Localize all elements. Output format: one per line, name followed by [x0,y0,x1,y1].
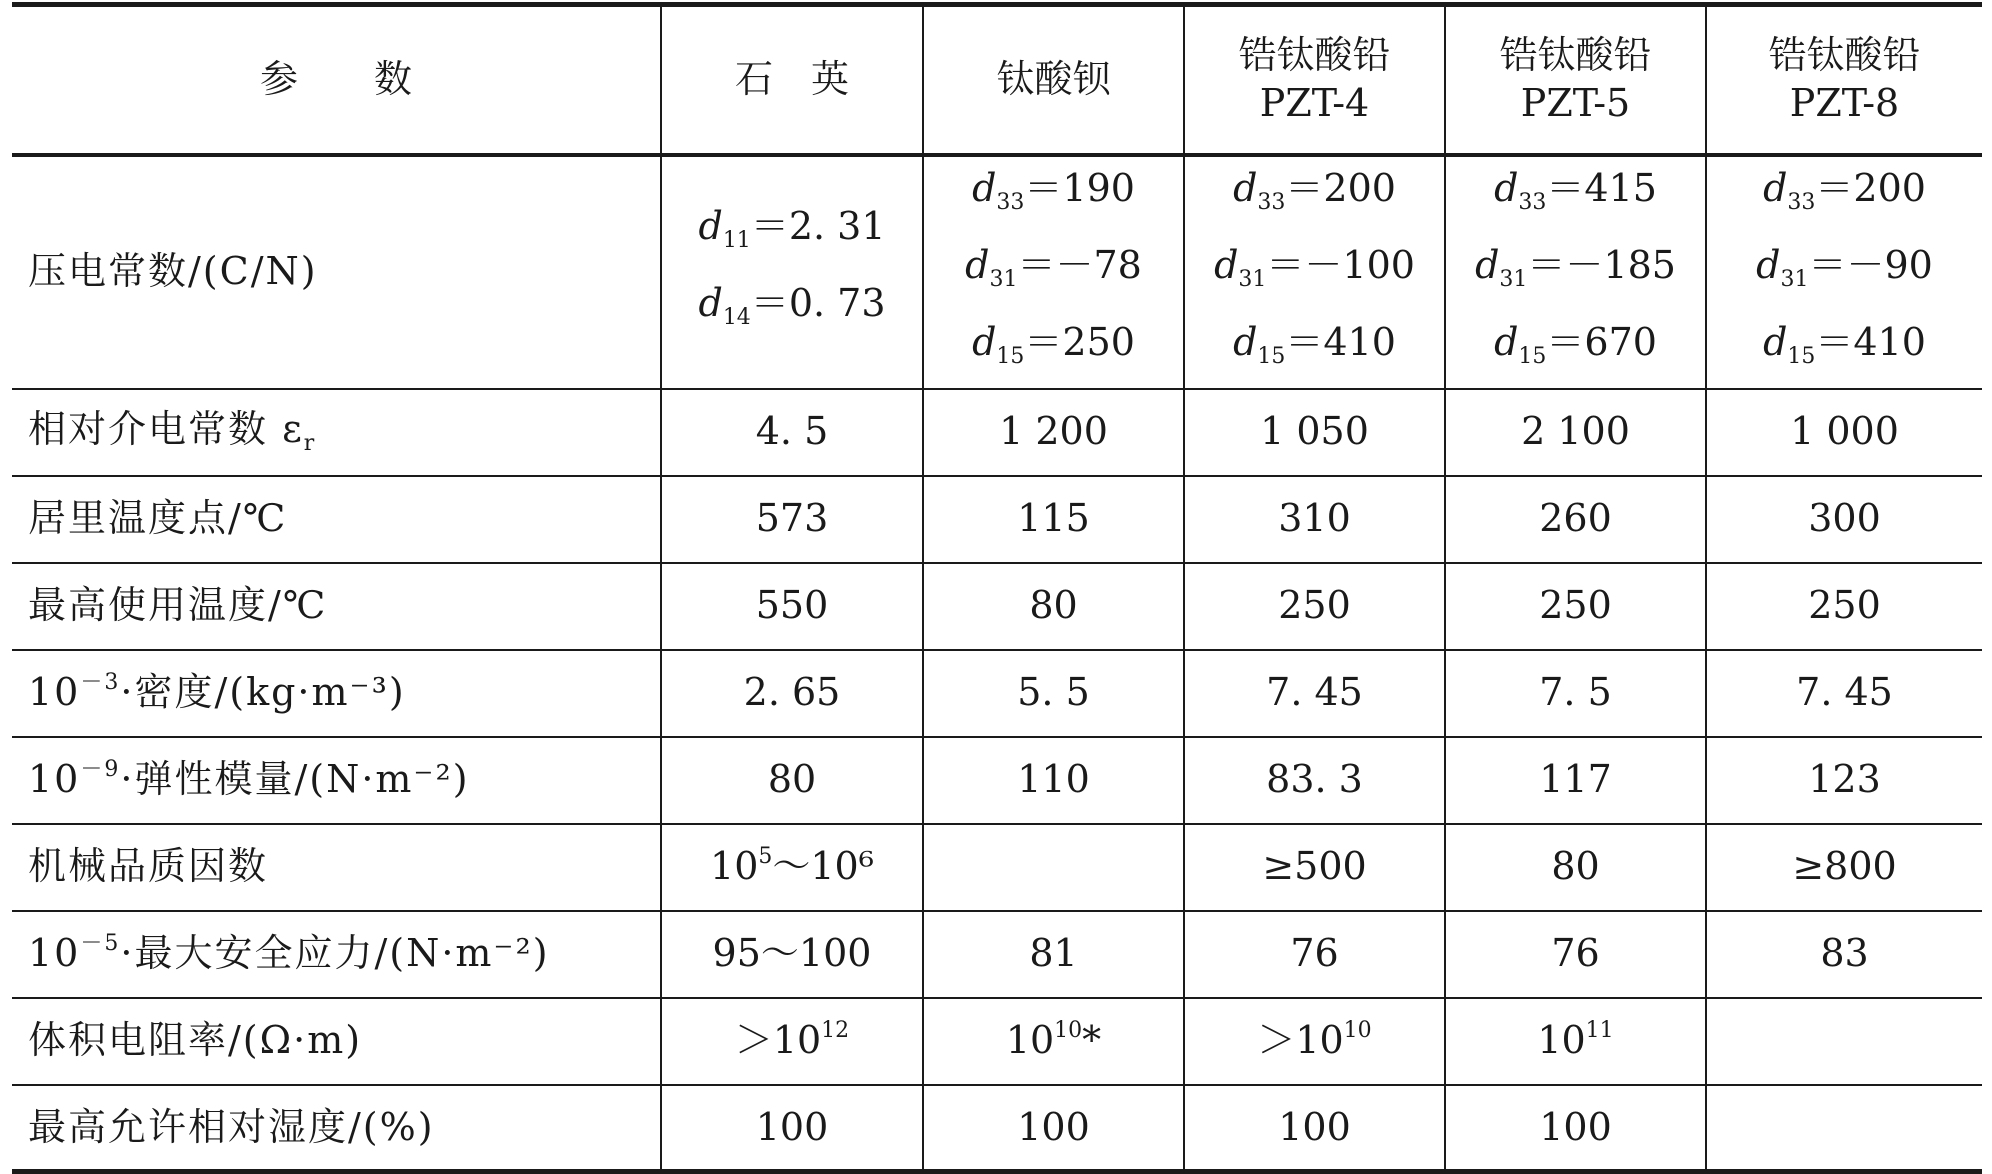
table-row [12,998,1982,1085]
cell-value: 123 [1808,757,1881,802]
table-row-piezo-constant [12,155,1982,389]
coefficient-value: ＝－185 [1527,242,1676,287]
value-cell [661,824,923,911]
header-line2: PZT-5 [1520,80,1631,125]
cell-value: 83 [1820,931,1869,976]
table-row [12,824,1982,911]
header-quartz [661,5,923,155]
coefficient-value: ＝－100 [1266,242,1415,287]
piezo-cell [923,155,1184,389]
header-param [12,5,661,155]
piezo-coefficient [1707,157,1982,234]
cell-value: 110 [1017,757,1090,802]
cell-exponent: 5 [758,844,773,870]
coefficient-index: 15 [996,343,1025,369]
value-cell [923,824,1184,911]
cell-exponent: 10 [1054,1018,1083,1044]
header-line1: 锆钛酸铅 [1768,33,1921,78]
coefficient-symbol: d [1214,242,1239,287]
header-pzt5 [1445,5,1706,155]
cell-value: 250 [1278,583,1351,628]
cell-exponent: 10 [1343,1018,1372,1044]
value-cell [923,563,1184,650]
value-cell [1184,1085,1445,1172]
coefficient-value: ＝415 [1546,165,1657,210]
table-row [12,1085,1982,1172]
cell-value: 76 [1551,931,1600,976]
coefficient-index: 31 [989,266,1018,292]
cell-value: 310 [1278,496,1351,541]
coefficient-value: ＝0. 73 [750,281,886,325]
value-cell [661,650,923,737]
value-cell [923,911,1184,998]
header-pzt4 [1184,5,1445,155]
header-line1: 锆钛酸铅 [1238,33,1391,78]
header-line1: 锆钛酸铅 [1499,33,1652,78]
coefficient-symbol: d [1763,319,1788,364]
label-superscript: －9 [80,757,121,783]
cell-value: 100 [755,1104,829,1149]
cell-value: 76 [1290,931,1339,976]
coefficient-symbol: d [698,281,723,325]
cell-value: 10 [710,844,759,889]
cell-value: 5. 5 [1017,670,1090,715]
coefficient-symbol: d [1494,319,1519,364]
cell-value: 115 [1017,496,1090,541]
value-cell [923,389,1184,476]
coefficient-index: 33 [1518,189,1547,215]
property-table-container [12,2,1982,1174]
row-label [12,1085,661,1172]
table-row [12,476,1982,563]
cell-value: 260 [1539,496,1612,541]
cell-value: 7. 45 [1266,670,1363,715]
cell-value: 83. 3 [1266,757,1363,802]
coefficient-symbol: d [1756,242,1781,287]
value-cell [1184,737,1445,824]
value-cell [1184,824,1445,911]
coefficient-index: 33 [996,189,1025,215]
header-pzt8 [1706,5,1982,155]
value-cell [1445,476,1706,563]
value-cell [661,911,923,998]
value-cell [661,998,923,1085]
coefficient-symbol: d [1494,165,1519,210]
piezo-coefficient [1185,157,1444,234]
cell-value: ＞10 [734,1018,822,1063]
cell-value: 10 [1537,1018,1586,1063]
row-label [12,998,661,1085]
coefficient-index: 15 [1787,343,1816,369]
value-cell [923,998,1184,1085]
coefficient-index: 31 [1499,266,1528,292]
header-line1: 钛酸钡 [996,57,1111,101]
table-row [12,389,1982,476]
value-cell [661,563,923,650]
label-text: 10 [28,670,81,715]
row-label [12,389,661,476]
cell-value: 2. 65 [743,670,841,715]
table-row [12,737,1982,824]
value-cell [661,1085,923,1172]
value-cell [1445,650,1706,737]
header-barium-titanate [923,5,1184,155]
cell-exponent: 12 [821,1018,850,1044]
coefficient-value: ＝－78 [1017,242,1142,287]
header-line2: PZT-4 [1259,80,1370,125]
cell-value: ≥500 [1262,844,1367,889]
label-text: 10 [28,931,81,976]
cell-value: 81 [1029,931,1078,976]
coefficient-index: 15 [1257,343,1286,369]
cell-value: 100 [1278,1104,1351,1149]
cell-value: 1 000 [1790,409,1899,454]
value-cell [1706,563,1982,650]
piezo-cell [661,155,923,389]
row-label [12,476,661,563]
value-cell [1445,389,1706,476]
coefficient-index: 33 [1787,189,1816,215]
value-cell [661,737,923,824]
piezo-coefficient [924,157,1183,234]
piezo-coefficient [1707,234,1982,311]
coefficient-value: ＝670 [1546,319,1657,364]
coefficient-symbol: d [698,204,723,248]
piezoelectric-materials-table [12,2,1982,1174]
table-body [12,155,1982,1172]
value-cell [1706,650,1982,737]
table-row [12,650,1982,737]
label-text: 居里温度点/℃ [28,496,288,541]
header-line1: 石 英 [734,57,849,101]
piezo-coefficient [1446,157,1705,234]
row-label: 压电常数/(C/N) [12,155,661,389]
cell-value-suffix: ～10⁶ [772,844,874,889]
cell-value: ＞10 [1257,1018,1344,1063]
value-cell [923,650,1184,737]
value-cell [1706,389,1982,476]
coefficient-index: 33 [1257,189,1286,215]
value-cell [1706,737,1982,824]
value-cell [661,389,923,476]
cell-value: 550 [755,583,829,628]
row-label [12,563,661,650]
coefficient-symbol: d [972,165,997,210]
piezo-cell [1445,155,1706,389]
value-cell [1706,824,1982,911]
header-param-label: 参 数 [259,57,412,101]
coefficient-value: ＝410 [1815,319,1926,364]
coefficient-value: ＝190 [1024,165,1135,210]
value-cell [1184,389,1445,476]
label-superscript: －5 [80,931,121,957]
cell-value: 7. 5 [1539,670,1612,715]
value-cell [1706,911,1982,998]
cell-value: 100 [1017,1104,1090,1149]
piezo-coefficient [924,311,1183,388]
coefficient-value: ＝200 [1285,165,1396,210]
coefficient-symbol: d [1763,165,1788,210]
piezo-coefficient [1185,311,1444,388]
value-cell [661,476,923,563]
label-text: 最高允许相对湿度/(%) [28,1104,435,1149]
value-cell [1445,563,1706,650]
label-text-rest: ·最大安全应力/(N·m⁻²) [120,931,550,976]
cell-value: 10 [1005,1018,1055,1063]
cell-value: 95～100 [712,931,872,976]
value-cell [1184,563,1445,650]
cell-value: 250 [1539,583,1612,628]
value-cell [1445,998,1706,1085]
cell-value: 7. 45 [1796,670,1893,715]
piezo-coefficient [1707,311,1982,388]
label-text: 体积电阻率/(Ω·m) [28,1018,363,1063]
label-text: 相对介电常数 ε [28,407,304,452]
piezo-coefficient [1185,234,1444,311]
row-label [12,650,661,737]
value-cell [923,1085,1184,1172]
coefficient-index: 14 [722,305,751,330]
cell-value: 4. 5 [755,409,829,454]
value-cell [1706,1085,1982,1172]
header-row [12,5,1982,155]
coefficient-value: ＝2. 31 [750,204,886,248]
coefficient-value: ＝250 [1024,319,1135,364]
label-text-rest: ·密度/(kg·m⁻³) [120,670,406,715]
row-label [12,911,661,998]
coefficient-symbol: d [1233,165,1258,210]
coefficient-index: 11 [722,228,751,253]
value-cell [1445,911,1706,998]
piezo-coefficient [662,195,922,272]
cell-value: 1 200 [999,409,1108,454]
piezo-coefficient [924,234,1183,311]
coefficient-value: ＝200 [1815,165,1926,210]
value-cell [923,737,1184,824]
label-text: 最高使用温度/℃ [28,583,328,628]
coefficient-index: 31 [1238,266,1267,292]
table-row [12,563,1982,650]
cell-value: 300 [1808,496,1881,541]
coefficient-symbol: d [972,319,997,364]
cell-value: 100 [1539,1104,1612,1149]
piezo-coefficient [662,272,922,349]
value-cell [1445,1085,1706,1172]
cell-value: 80 [767,757,817,802]
piezo-coefficient [1446,234,1705,311]
coefficient-value: ＝410 [1285,319,1396,364]
cell-value: 250 [1808,583,1881,628]
piezo-cell [1706,155,1982,389]
value-cell [1184,911,1445,998]
cell-value: 80 [1029,583,1078,628]
coefficient-symbol: d [965,242,990,287]
value-cell [1184,476,1445,563]
cell-value: ≥800 [1792,844,1897,889]
value-cell [1445,737,1706,824]
coefficient-symbol: d [1233,319,1258,364]
value-cell [1445,824,1706,911]
piezo-cell [1184,155,1445,389]
label-subscript: r [303,431,317,457]
coefficient-value: ＝－90 [1808,242,1933,287]
coefficient-index: 31 [1780,266,1809,292]
cell-value: 117 [1539,757,1612,802]
cell-exponent: 11 [1585,1018,1614,1044]
cell-value: 2 100 [1521,409,1630,454]
coefficient-symbol: d [1475,242,1500,287]
label-text-rest: ·弹性模量/(N·m⁻²) [120,757,470,802]
row-label [12,824,661,911]
table-row [12,911,1982,998]
cell-value: 1 050 [1260,409,1369,454]
value-cell [1706,998,1982,1085]
value-cell [923,476,1184,563]
label-superscript: －3 [80,670,121,696]
header-line2: PZT-8 [1789,80,1900,125]
cell-value: 573 [755,496,829,541]
piezo-coefficient [1446,311,1705,388]
value-cell [1706,476,1982,563]
label-text: 机械品质因数 [28,844,269,889]
cell-value-suffix: * [1082,1018,1102,1063]
cell-value: 80 [1551,844,1600,889]
label-text: 10 [28,757,81,802]
row-label [12,737,661,824]
coefficient-index: 15 [1518,343,1547,369]
value-cell [1184,998,1445,1085]
value-cell [1184,650,1445,737]
